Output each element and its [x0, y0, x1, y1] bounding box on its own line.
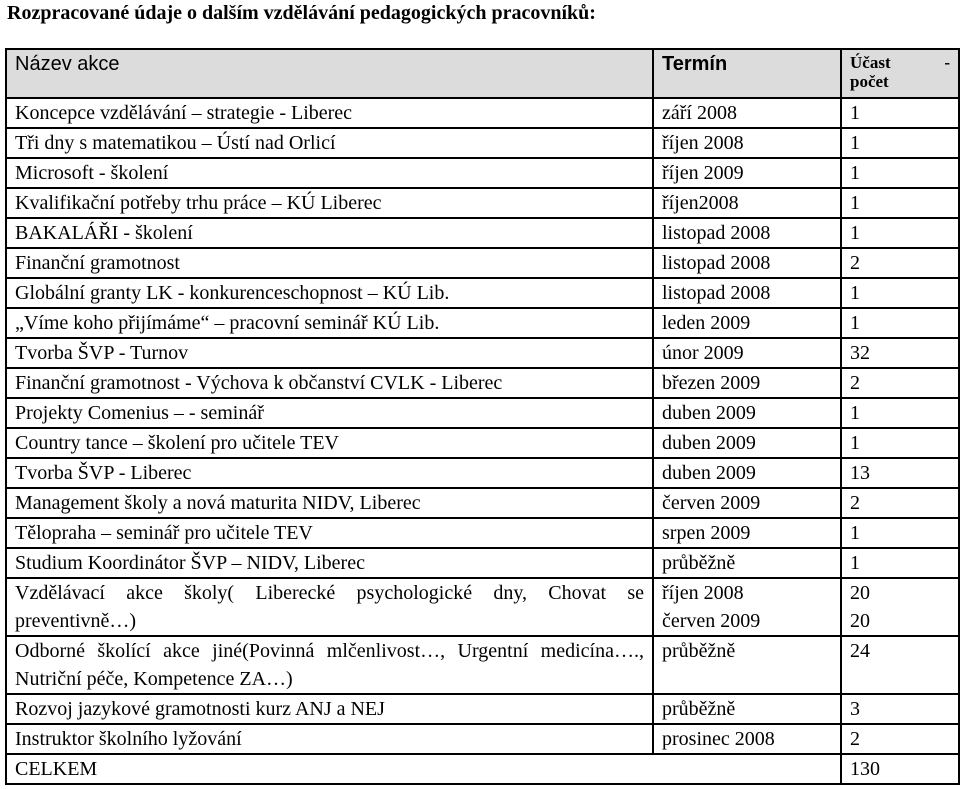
- term-value: říjen 2008: [662, 582, 744, 604]
- term-value: březen 2009: [662, 372, 761, 394]
- term-cell: [653, 694, 841, 724]
- count-cell: [841, 578, 959, 636]
- term-value: průběžně: [662, 698, 736, 720]
- term-value: říjen 2008: [662, 132, 744, 154]
- count-value: 1: [850, 402, 860, 424]
- count-cell: [841, 98, 959, 128]
- term-value: červen 2009: [662, 492, 761, 514]
- count-cell: [841, 458, 959, 488]
- count-cell: [841, 428, 959, 458]
- table-row: [6, 398, 959, 428]
- term-value: červen 2009: [662, 610, 761, 632]
- event-name-cell: Koncepce vzdělávání – strategie - Liberec: [6, 98, 653, 128]
- count-value: 2: [850, 492, 860, 514]
- column-header-count-line1: Účast: [850, 53, 891, 72]
- column-header-count-dash: -: [944, 53, 950, 72]
- count-cell: [841, 368, 959, 398]
- term-cell: [653, 368, 841, 398]
- table-row: [6, 428, 959, 458]
- term-value: duben 2009: [662, 402, 756, 424]
- term-cell: [653, 338, 841, 368]
- term-cell: [653, 188, 841, 218]
- count-value: 20: [850, 610, 870, 632]
- total-count: 130: [841, 754, 959, 784]
- term-cell: [653, 98, 841, 128]
- term-cell: [653, 518, 841, 548]
- count-value: 1: [850, 552, 860, 574]
- table-row: [6, 158, 959, 188]
- term-cell: [653, 548, 841, 578]
- count-cell: [841, 128, 959, 158]
- column-header-count-line2: počet: [850, 72, 889, 91]
- count-cell: [841, 278, 959, 308]
- table-row: [6, 578, 959, 636]
- count-cell: [841, 518, 959, 548]
- event-name-cell: Finanční gramotnost: [6, 248, 653, 278]
- table-row: [6, 188, 959, 218]
- training-table: [5, 48, 960, 785]
- event-name-cell: Tělopraha – seminář pro učitele TEV: [6, 518, 653, 548]
- event-name-cell: Vzdělávací akce školy( Liberecké psychologické dny, Chovat se preventivně…): [6, 578, 653, 636]
- count-cell: [841, 218, 959, 248]
- table-row: [6, 218, 959, 248]
- term-cell: [653, 578, 841, 636]
- table-row: [6, 278, 959, 308]
- count-value: 1: [850, 222, 860, 244]
- event-name-cell: BAKALÁŘI - školení: [6, 218, 653, 248]
- table-header-row: [6, 49, 959, 98]
- event-name-cell: Finanční gramotnost - Výchova k občanství CVLK - Liberec: [6, 368, 653, 398]
- total-row: [6, 754, 959, 784]
- count-cell: [841, 398, 959, 428]
- total-label: CELKEM: [6, 754, 841, 784]
- term-value: listopad 2008: [662, 282, 771, 304]
- event-name-cell: Instruktor školního lyžování: [6, 724, 653, 754]
- term-value: srpen 2009: [662, 522, 751, 544]
- count-value: 1: [850, 132, 860, 154]
- term-cell: [653, 278, 841, 308]
- term-value: duben 2009: [662, 462, 756, 484]
- term-cell: [653, 218, 841, 248]
- term-value: listopad 2008: [662, 252, 771, 274]
- count-cell: [841, 188, 959, 218]
- event-name-cell: Rozvoj jazykové gramotnosti kurz ANJ a NEJ: [6, 694, 653, 724]
- count-cell: [841, 694, 959, 724]
- count-value: 2: [850, 252, 860, 274]
- table-row: [6, 98, 959, 128]
- event-name-cell: Tři dny s matematikou – Ústí nad Orlicí: [6, 128, 653, 158]
- count-cell: [841, 308, 959, 338]
- count-value: 1: [850, 312, 860, 334]
- term-cell: [653, 488, 841, 518]
- table-row: [6, 518, 959, 548]
- count-value: 3: [850, 698, 860, 720]
- term-cell: [653, 128, 841, 158]
- term-value: říjen2008: [662, 192, 739, 214]
- column-header-name: Název akce: [6, 49, 653, 98]
- term-value: průběžně: [662, 640, 736, 662]
- table-row: [6, 128, 959, 158]
- event-name-cell: „Víme koho přijímáme“ – pracovní seminář KÚ Lib.: [6, 308, 653, 338]
- event-name-cell: Country tance – školení pro učitele TEV: [6, 428, 653, 458]
- count-cell: [841, 488, 959, 518]
- table-row: [6, 368, 959, 398]
- table-row: [6, 636, 959, 694]
- count-cell: [841, 548, 959, 578]
- term-cell: [653, 308, 841, 338]
- count-cell: [841, 338, 959, 368]
- count-cell: [841, 636, 959, 694]
- event-name-cell: Odborné školící akce jiné(Povinná mlčenlivost…, Urgentní medicína…., Nutriční péče, Kompetence ZA…): [6, 636, 653, 694]
- table-row: [6, 488, 959, 518]
- event-name-cell: Tvorba ŠVP - Liberec: [6, 458, 653, 488]
- term-value: listopad 2008: [662, 222, 771, 244]
- term-value: září 2008: [662, 102, 737, 124]
- event-name-cell: Tvorba ŠVP - Turnov: [6, 338, 653, 368]
- count-value: 1: [850, 192, 860, 214]
- term-value: duben 2009: [662, 432, 756, 454]
- count-value: 20: [850, 582, 870, 604]
- count-value: 1: [850, 162, 860, 184]
- table-row: [6, 338, 959, 368]
- event-name-cell: Projekty Comenius – - seminář: [6, 398, 653, 428]
- event-name-cell: Studium Koordinátor ŠVP – NIDV, Liberec: [6, 548, 653, 578]
- term-value: únor 2009: [662, 342, 744, 364]
- count-cell: [841, 248, 959, 278]
- count-value: 1: [850, 522, 860, 544]
- table-row: [6, 548, 959, 578]
- term-value: průběžně: [662, 552, 736, 574]
- event-name-cell: Microsoft - školení: [6, 158, 653, 188]
- table-row: [6, 308, 959, 338]
- term-cell: [653, 428, 841, 458]
- column-header-count: [841, 49, 959, 98]
- count-value: 2: [850, 372, 860, 394]
- count-value: 1: [850, 102, 860, 124]
- event-name-cell: Globální granty LK - konkurenceschopnost – KÚ Lib.: [6, 278, 653, 308]
- term-cell: [653, 724, 841, 754]
- page-heading: Rozpracované údaje o dalším vzdělávání pedagogických pracovníků:: [7, 2, 596, 24]
- term-cell: [653, 248, 841, 278]
- count-value: 2: [850, 728, 860, 750]
- table-row: [6, 248, 959, 278]
- count-cell: [841, 158, 959, 188]
- term-value: prosinec 2008: [662, 728, 775, 750]
- count-value: 1: [850, 432, 860, 454]
- term-cell: [653, 158, 841, 188]
- count-value: 13: [850, 462, 870, 484]
- table-row: [6, 458, 959, 488]
- count-value: 32: [850, 342, 870, 364]
- count-value: 24: [850, 640, 870, 662]
- count-value: 1: [850, 282, 860, 304]
- term-value: leden 2009: [662, 312, 751, 334]
- event-name-cell: Management školy a nová maturita NIDV, Liberec: [6, 488, 653, 518]
- table-row: [6, 724, 959, 754]
- term-cell: [653, 398, 841, 428]
- term-value: říjen 2009: [662, 162, 744, 184]
- term-cell: [653, 458, 841, 488]
- table-row: [6, 694, 959, 724]
- count-cell: [841, 724, 959, 754]
- event-name-cell: Kvalifikační potřeby trhu práce – KÚ Liberec: [6, 188, 653, 218]
- column-header-term: Termín: [653, 49, 841, 98]
- term-cell: [653, 636, 841, 694]
- table-body: [6, 98, 959, 754]
